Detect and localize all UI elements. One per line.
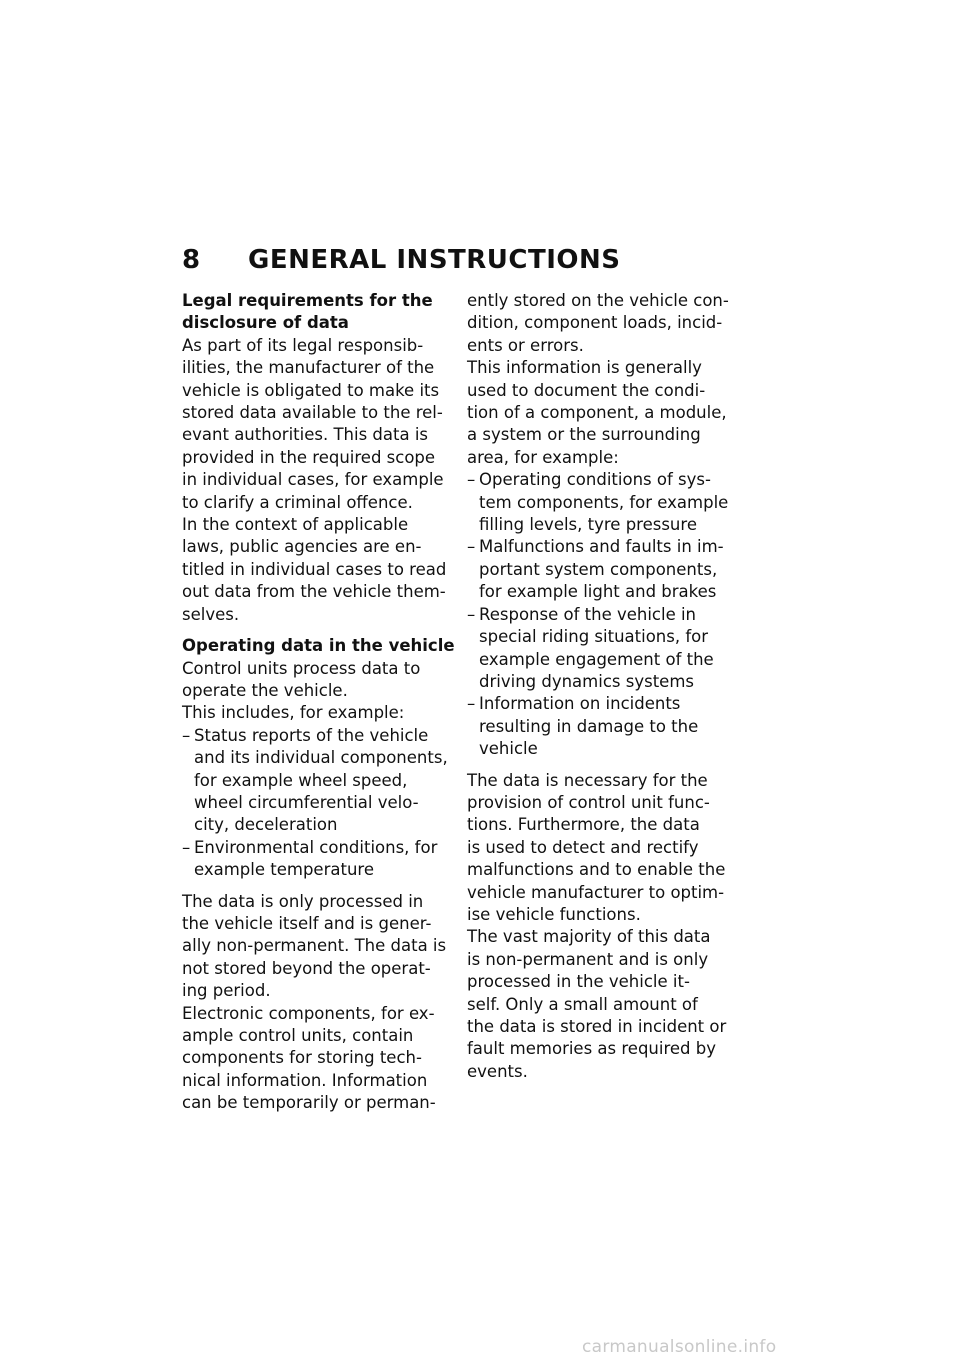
text-line: can be temporarily or perman- — [182, 1093, 436, 1113]
text-line: vehicle — [479, 739, 538, 759]
dash-bullet: – — [467, 470, 476, 490]
text-line: tem components, for example — [479, 492, 729, 512]
text-line: is used to detect and rectify — [467, 837, 699, 857]
spacer — [467, 761, 757, 770]
text-line: provision of control unit func- — [467, 792, 710, 812]
spacer — [182, 882, 472, 891]
text-line: The data is only processed in — [182, 891, 424, 911]
spacer — [182, 626, 472, 635]
text-line: the data is stored in incident or — [467, 1017, 727, 1036]
text-line: is non-permanent and is only — [467, 949, 709, 969]
text-line: ently stored on the vehicle con- — [467, 291, 729, 310]
list-item — [182, 725, 472, 837]
list-item — [467, 604, 757, 694]
paragraph — [182, 335, 472, 514]
text-line: for example wheel speed, — [194, 770, 408, 790]
text-line: Environmental conditions, for — [194, 837, 438, 857]
text-line: resulting in damage to the — [479, 716, 699, 736]
text-line: processed in the vehicle it- — [467, 972, 690, 992]
paragraph — [467, 290, 757, 357]
list-item — [467, 469, 757, 536]
text-line: Electronic components, for ex- — [182, 1003, 435, 1023]
text-line: In the context of applicable — [182, 515, 409, 535]
dash-bullet: – — [182, 725, 191, 745]
text-line: This includes, for example: — [182, 703, 405, 723]
text-line: filling levels, tyre pressure — [479, 515, 697, 535]
heading-line: Operating data in the vehicle — [182, 636, 455, 656]
paragraph — [182, 702, 472, 724]
chapter-number: 8 — [182, 245, 201, 275]
text-line: not stored beyond the operat- — [182, 958, 431, 978]
text-line: Information on incidents — [479, 694, 681, 714]
text-line: This information is generally — [467, 358, 702, 378]
text-line: driving dynamics systems — [479, 671, 694, 691]
right-column — [467, 290, 757, 1083]
text-line: ing period. — [182, 981, 271, 1001]
text-line: area, for example: — [467, 447, 619, 467]
text-line: and its individual components, — [194, 748, 448, 768]
section-heading-legal-requirements — [182, 290, 472, 335]
text-line: ilities, the manufacturer of the — [182, 358, 435, 378]
list-item — [182, 837, 472, 882]
paragraph — [182, 891, 472, 1003]
dash-bullet: – — [467, 537, 476, 557]
paragraph — [182, 514, 472, 626]
text-line: Operating conditions of sys- — [479, 470, 711, 490]
text-line: self. Only a small amount of — [467, 994, 698, 1014]
watermark: carmanualsonline.info — [582, 1337, 777, 1357]
text-line: evant authorities. This data is — [182, 425, 429, 445]
text-line: fault memories as required by — [467, 1039, 716, 1059]
text-line: the vehicle itself and is gener- — [182, 913, 432, 933]
text-line: stored data available to the rel- — [182, 403, 443, 423]
section-heading-operating-data — [182, 635, 472, 657]
text-line: to clarify a criminal offence. — [182, 492, 413, 512]
text-line: city, deceleration — [194, 815, 338, 835]
left-column — [182, 290, 472, 1115]
text-line: special riding situations, for — [479, 627, 709, 647]
paragraph — [467, 357, 757, 469]
text-line: vehicle is obligated to make its — [182, 380, 440, 400]
text-line: Malfunctions and faults in im- — [479, 537, 724, 557]
text-line: used to document the condi- — [467, 380, 706, 400]
text-line: events. — [467, 1061, 528, 1081]
text-line: Status reports of the vehicle — [194, 725, 429, 745]
text-line: The data is necessary for the — [467, 770, 708, 790]
text-line: The vast majority of this data — [467, 927, 711, 947]
text-line: example engagement of the — [479, 649, 714, 669]
text-line: malfunctions and to enable the — [467, 860, 726, 880]
text-line: dition, component loads, incid- — [467, 313, 723, 333]
paragraph — [182, 658, 472, 703]
list-item — [467, 536, 757, 603]
chapter-title: GENERAL INSTRUCTIONS — [248, 245, 621, 275]
text-line: out data from the vehicle them- — [182, 582, 446, 602]
text-line: vehicle manufacturer to optim- — [467, 882, 725, 902]
text-line: ents or errors. — [467, 335, 584, 355]
heading-line: Legal requirements for the — [182, 291, 433, 310]
dash-bullet: – — [467, 694, 476, 714]
text-line: ample control units, contain — [182, 1026, 414, 1045]
text-line: ally non-permanent. The data is — [182, 936, 447, 956]
text-line: example temperature — [194, 860, 374, 880]
text-line: selves. — [182, 604, 240, 624]
paragraph — [467, 926, 757, 1083]
text-line: wheel circumferential velo- — [194, 792, 419, 812]
heading-line: disclosure of data — [182, 313, 349, 333]
text-line: nical information. Information — [182, 1070, 428, 1090]
text-line: a system or the surrounding — [467, 425, 701, 445]
paragraph — [467, 770, 757, 927]
text-line: Control units process data to — [182, 658, 421, 678]
text-line: laws, public agencies are en- — [182, 537, 422, 557]
text-line: portant system components, — [479, 559, 718, 579]
text-line: tions. Furthermore, the data — [467, 815, 700, 835]
text-line: operate the vehicle. — [182, 680, 348, 700]
text-line: titled in individual cases to read — [182, 559, 447, 579]
dash-bullet: – — [182, 837, 191, 857]
text-line: Response of the vehicle in — [479, 604, 697, 624]
page-title — [182, 244, 621, 276]
text-line: components for storing tech- — [182, 1048, 422, 1068]
text-line: provided in the required scope — [182, 447, 436, 467]
text-line: tion of a component, a module, — [467, 403, 727, 423]
text-line: As part of its legal responsib- — [182, 335, 424, 355]
text-line: in individual cases, for example — [182, 470, 444, 490]
paragraph — [182, 1003, 472, 1115]
text-line: ise vehicle functions. — [467, 904, 641, 924]
dash-bullet: – — [467, 604, 476, 624]
text-line: for example light and brakes — [479, 582, 717, 602]
list-item — [467, 693, 757, 760]
